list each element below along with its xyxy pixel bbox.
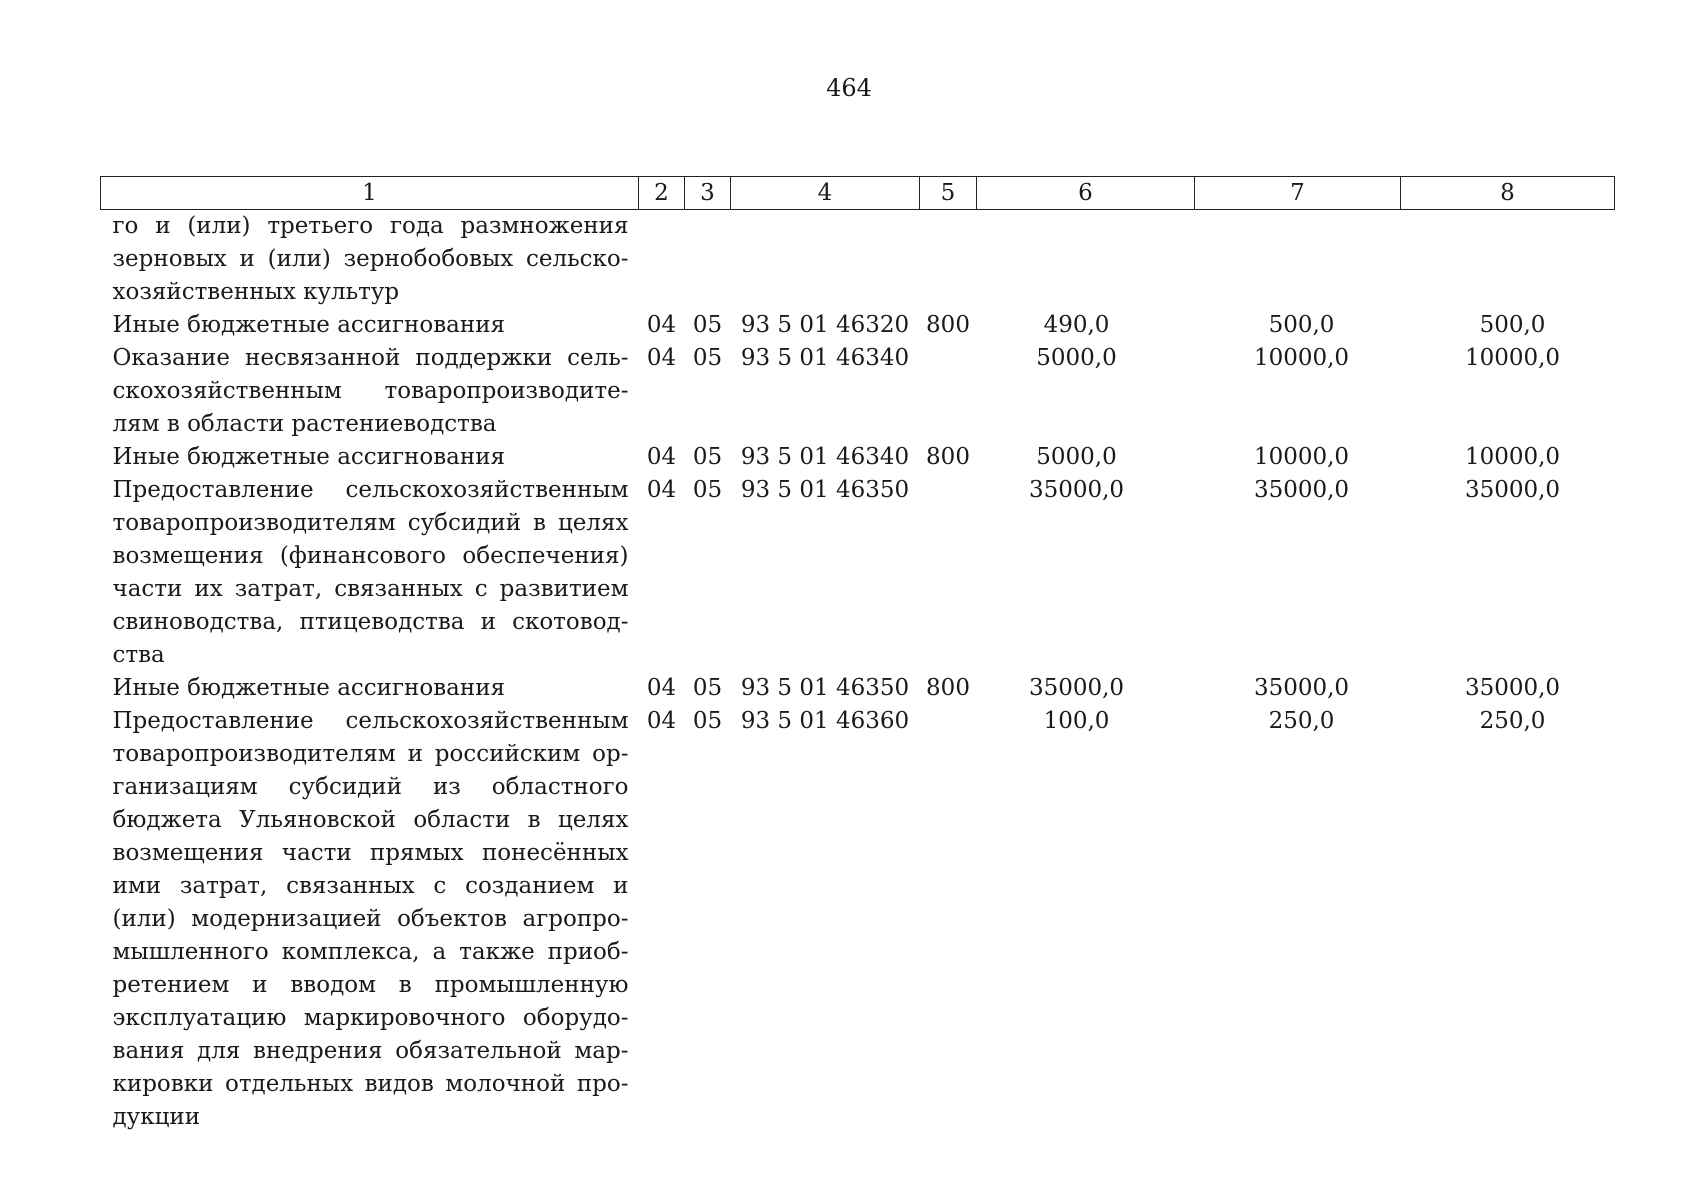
cell-amount-col8: 35000,0 <box>1464 477 1561 503</box>
cell-amount-col6: 35000,0 <box>1028 477 1125 503</box>
cell-amount-col7: 10000,0 <box>1253 444 1350 470</box>
table-row <box>101 309 1615 342</box>
name-line: скохозяйственным товаропроизводите- <box>112 378 629 404</box>
name-line: кировки отдельных видов молочной про- <box>112 1071 629 1097</box>
name-line: возмещения части прямых понесённых <box>112 840 629 866</box>
cell-expense-type <box>920 210 977 310</box>
name-line: го и (или) третьего года размножения <box>112 213 629 239</box>
cell-expense-type <box>920 342 977 441</box>
name-line: ими затрат, связанных с созданием и <box>112 873 629 899</box>
cell-section: 04 <box>646 312 677 338</box>
header-col-8: 8 <box>1401 177 1615 210</box>
cell-target-article <box>731 210 920 310</box>
cell-amount-col6: 490,0 <box>1043 312 1110 338</box>
budget-table <box>100 176 1615 1134</box>
cell-subsection: 05 <box>692 675 723 701</box>
cell-amount-col7: 500,0 <box>1268 312 1335 338</box>
cell-target-article: 93 5 01 46360 <box>740 708 910 734</box>
cell-section: 04 <box>646 477 677 503</box>
cell-section: 04 <box>646 708 677 734</box>
name-line: Иные бюджетные ассигнования <box>112 312 506 338</box>
name-line: хозяйственных культур <box>112 279 400 305</box>
cell-amount-col8: 35000,0 <box>1464 675 1561 701</box>
name-line: свиноводства, птицеводства и скотовод- <box>112 609 629 635</box>
cell-name <box>101 441 639 474</box>
cell-expense-type <box>920 474 977 672</box>
header-col-6: 6 <box>977 177 1195 210</box>
cell-amount-col8: 500,0 <box>1479 312 1546 338</box>
cell-name <box>101 672 639 705</box>
header-col-2: 2 <box>639 177 685 210</box>
name-line: Иные бюджетные ассигнования <box>112 444 506 470</box>
cell-expense-type: 800 <box>926 312 970 338</box>
cell-amount-col6: 35000,0 <box>1028 675 1125 701</box>
table-row <box>101 672 1615 705</box>
name-line: эксплуатацию маркировочного оборудо- <box>112 1005 629 1031</box>
cell-name <box>101 309 639 342</box>
cell-subsection: 05 <box>692 708 723 734</box>
name-line: ретением и вводом в промышленную <box>112 972 629 998</box>
cell-section: 04 <box>646 444 677 470</box>
header-row <box>101 177 1615 210</box>
cell-amount-col7: 35000,0 <box>1253 675 1350 701</box>
name-line: Иные бюджетные ассигнования <box>112 675 506 701</box>
cell-target-article: 93 5 01 46320 <box>740 312 910 338</box>
cell-amount-col8 <box>1401 210 1615 310</box>
name-line: вания для внедрения обязательной мар- <box>112 1038 629 1064</box>
name-line: возмещения (финансового обеспечения) <box>112 543 629 569</box>
cell-name <box>101 342 639 441</box>
cell-amount-col7: 10000,0 <box>1253 345 1350 371</box>
name-line: Предоставление сельскохозяйственным <box>112 477 629 503</box>
header-col-5: 5 <box>920 177 977 210</box>
cell-amount-col7: 250,0 <box>1268 708 1335 734</box>
table-row <box>101 474 1615 672</box>
table-body <box>101 210 1615 1135</box>
cell-amount-col6: 100,0 <box>1043 708 1110 734</box>
cell-expense-type: 800 <box>926 675 970 701</box>
cell-target-article: 93 5 01 46350 <box>740 477 910 503</box>
page-number: 464 <box>826 74 872 102</box>
header-col-7: 7 <box>1195 177 1401 210</box>
name-line: зерновых и (или) зернобобовых сельско- <box>112 246 629 272</box>
name-line: Оказание несвязанной поддержки сель- <box>112 345 629 371</box>
cell-section: 04 <box>646 345 677 371</box>
name-line: Предоставление сельскохозяйственным <box>112 708 629 734</box>
name-line: ганизациям субсидий из областного <box>112 774 629 800</box>
cell-amount-col8: 10000,0 <box>1464 345 1561 371</box>
cell-name <box>101 705 639 1134</box>
header-col-4: 4 <box>731 177 920 210</box>
cell-name <box>101 474 639 672</box>
name-line: дукции <box>112 1104 201 1130</box>
cell-expense-type: 800 <box>926 444 970 470</box>
cell-subsection <box>685 210 731 310</box>
header-col-1: 1 <box>101 177 639 210</box>
cell-subsection: 05 <box>692 444 723 470</box>
table-row <box>101 342 1615 441</box>
cell-amount-col6: 5000,0 <box>1036 345 1117 371</box>
name-line: части их затрат, связанных с развитием <box>112 576 629 602</box>
cell-amount-col7 <box>1195 210 1401 310</box>
header-col-3: 3 <box>685 177 731 210</box>
cell-section: 04 <box>646 675 677 701</box>
table-row <box>101 705 1615 1134</box>
name-line: ства <box>112 642 165 668</box>
cell-amount-col6: 5000,0 <box>1036 444 1117 470</box>
cell-name <box>101 210 639 310</box>
cell-amount-col6 <box>977 210 1195 310</box>
cell-subsection: 05 <box>692 345 723 371</box>
name-line: лям в области растениеводства <box>112 411 497 437</box>
table-row <box>101 441 1615 474</box>
table-header <box>101 177 1615 210</box>
name-line: бюджета Ульяновской области в целях <box>112 807 629 833</box>
cell-amount-col8: 10000,0 <box>1464 444 1561 470</box>
cell-target-article: 93 5 01 46340 <box>740 345 910 371</box>
cell-subsection: 05 <box>692 312 723 338</box>
cell-subsection: 05 <box>692 477 723 503</box>
name-line: товаропроизводителям и российским ор- <box>112 741 629 767</box>
table-row <box>101 210 1615 310</box>
cell-target-article: 93 5 01 46350 <box>740 675 910 701</box>
cell-amount-col8: 250,0 <box>1479 708 1546 734</box>
cell-target-article: 93 5 01 46340 <box>740 444 910 470</box>
name-line: товаропроизводителям субсидий в целях <box>112 510 629 536</box>
name-line: мышленного комплекса, а также приоб- <box>112 939 629 965</box>
cell-section <box>639 210 685 310</box>
cell-amount-col7: 35000,0 <box>1253 477 1350 503</box>
name-line: (или) модернизацией объектов агропро- <box>112 906 629 932</box>
cell-expense-type <box>920 705 977 1134</box>
